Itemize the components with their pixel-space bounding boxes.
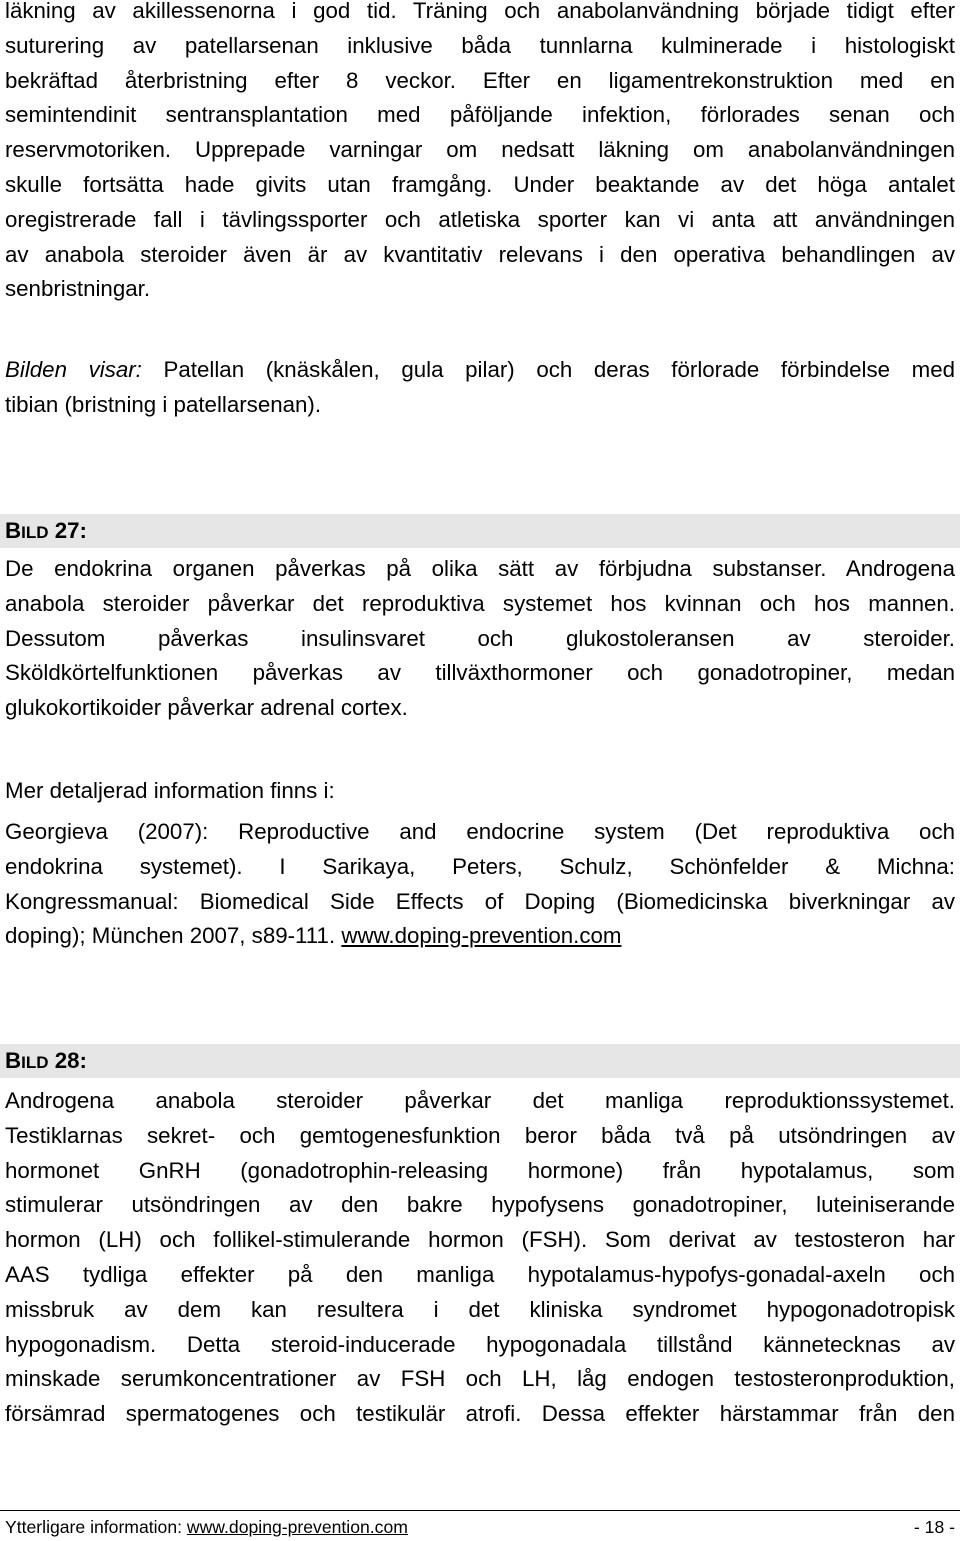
- intro-paragraph: [5, 0, 955, 307]
- bild28-heading: BILD 28:: [5, 1048, 87, 1073]
- more-info-paragraph: [5, 815, 955, 954]
- bild28-line: Testiklarnas sekret- och gemtogenesfunktion beror båda två på utsöndringen av: [5, 1122, 955, 1148]
- bild27-line: Sköldkörtelfunktionen påverkas av tillväxthormoner och gonadotropiner, medan: [5, 660, 955, 686]
- footer-info: [5, 1516, 408, 1538]
- bild28-line: försämrad spermatogenes och testikulär atrofi. Dessa effekter härstammar från den: [5, 1401, 955, 1427]
- bild28-line: hypogonadism. Detta steroid-inducerade hypogonadala tillstånd kännetecknas av: [5, 1331, 955, 1357]
- bild27-line: De endokrina organen påverkas på olika sätt av förbjudna substanser. Androgena: [5, 556, 955, 581]
- bild28-line: stimulerar utsöndringen av den bakre hypofysens gonadotropiner, luteiniserande: [5, 1192, 955, 1218]
- intro-line: läkning av akillessenorna i god tid. Träning och anabolanvändning började tidigt efter: [5, 0, 955, 23]
- bild27-line: anabola steroider påverkar det reproduktiva systemet hos kvinnan och hos mannen.: [5, 590, 955, 616]
- caption-line: [5, 353, 955, 388]
- intro-line: bekräftad återbristning efter 8 veckor. Efter en ligamentrekonstruktion med en: [5, 67, 955, 93]
- more-info-line: Georgieva (2007): Reproductive and endocrine system (Det reproduktiva och: [5, 819, 955, 844]
- footer-link[interactable]: www.doping-prevention.com: [186, 1517, 408, 1537]
- bild28-line: hormonet GnRH (gonadotrophin-releasing hormone) från hypotalamus, som: [5, 1157, 955, 1183]
- intro-line: av anabola steroider även är av kvantitativ relevans i den operativa behandlingen av: [5, 241, 955, 267]
- more-info-line: Kongressmanual: Biomedical Side Effects of Doping (Biomedicinska biverkningar av: [5, 888, 955, 914]
- bild28-paragraph: [5, 1084, 955, 1432]
- bild27-line: glukokortikoider påverkar adrenal cortex.: [5, 695, 408, 721]
- footer-label: Ytterligare information:: [5, 1517, 187, 1537]
- image-caption: [5, 353, 955, 423]
- bild27-line: Dessutom påverkas insulinsvaret och glukostoleransen av steroider.: [5, 625, 955, 651]
- page-number: - 18 -: [913, 1517, 955, 1537]
- caption-text: Patellan (knäskålen, gula pilar) och deras förlorade förbindelse med: [141, 357, 955, 382]
- caption-line: tibian (bristning i patellarsenan).: [5, 391, 322, 417]
- intro-line: skulle fortsätta hade givits utan framgång. Under beaktande av det höga antalet: [5, 171, 955, 197]
- bild28-line: hormon (LH) och follikel-stimulerande hormon (FSH). Som derivat av testosteron har: [5, 1227, 955, 1253]
- bild27-heading: BILD 27:: [5, 518, 87, 543]
- more-info-line: endokrina systemet). I Sarikaya, Peters, Schulz, Schönfelder & Michna:: [5, 853, 955, 879]
- bild28-line: minskade serumkoncentrationer av FSH och LH, låg endogen testosteronproduktion,: [5, 1366, 955, 1392]
- caption-label: Bilden visar:: [5, 357, 142, 382]
- intro-line: semintendinit sentransplantation med påföljande infektion, förlorades senan och: [5, 102, 955, 128]
- more-info-label-block: [5, 774, 955, 809]
- more-info-label: Mer detaljerad information finns i:: [5, 778, 335, 803]
- bild28-line: missbruk av dem kan resultera i det kliniska syndromet hypogonadotropisk: [5, 1296, 955, 1322]
- intro-line: reservmotoriken. Upprepade varningar om nedsatt läkning om anabolanvändningen: [5, 137, 955, 163]
- bild28-line: Androgena anabola steroider påverkar det manliga reproduktionssystemet.: [5, 1088, 955, 1113]
- bild28-line: AAS tydliga effekter på den manliga hypotalamus-hypofys-gonadal-axeln och: [5, 1261, 955, 1287]
- bild27-heading-bar: [0, 514, 960, 548]
- more-info-line: doping); München 2007, s89-111. www.doping-prevention.com: [5, 923, 622, 949]
- bild27-paragraph: [5, 552, 955, 726]
- footer-divider: [0, 1510, 960, 1511]
- intro-line: senbristningar.: [5, 276, 151, 302]
- doping-prevention-link[interactable]: www.doping-prevention.com: [341, 923, 622, 949]
- intro-line: oregistrerade fall i tävlingssporter och atletiska sporter kan vi anta att användningen: [5, 206, 955, 232]
- intro-line: suturering av patellarsenan inklusive båda tunnlarna kulminerade i histologiskt: [5, 32, 955, 58]
- bild28-heading-bar: [0, 1044, 960, 1078]
